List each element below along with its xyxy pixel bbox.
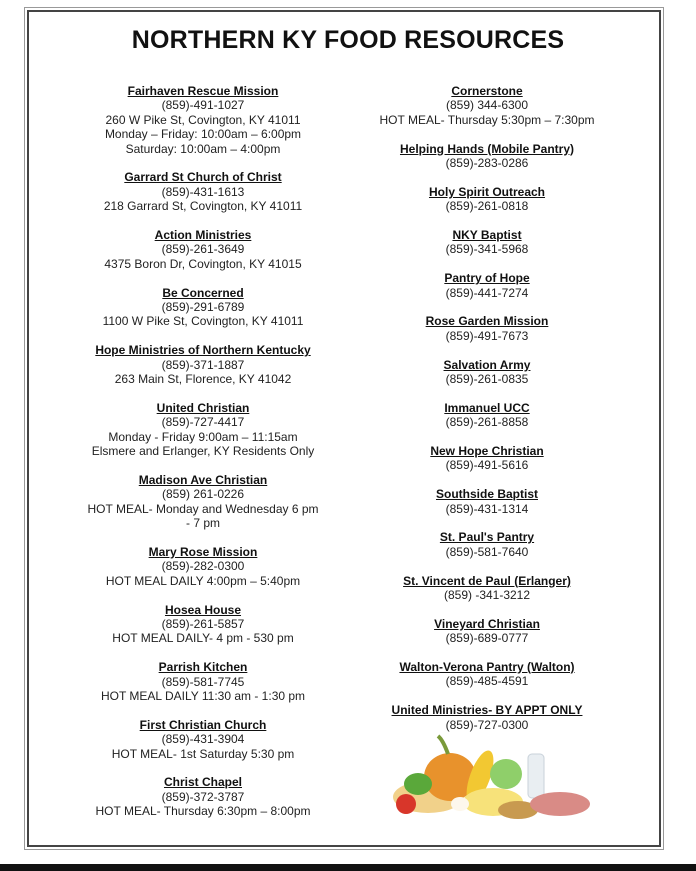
food-groceries-illustration <box>388 732 593 824</box>
resource-phone: (859)-689-0777 <box>445 631 529 646</box>
resource-detail: Saturday: 10:00am – 4:00pm <box>125 141 281 156</box>
resource-detail: Monday - Friday 9:00am – 11:15am <box>108 429 298 444</box>
resource-name: United Christian <box>156 400 250 415</box>
resource-name: Immanuel UCC <box>444 400 530 415</box>
egg-shape <box>451 797 469 811</box>
resource-phone: (859)-283-0286 <box>445 156 529 171</box>
resource-phone: (859) 261-0226 <box>161 487 245 502</box>
resource-phone: (859)-491-5616 <box>445 458 529 473</box>
resource-name: Holy Spirit Outreach <box>428 184 546 199</box>
tomato-shape <box>396 794 416 814</box>
resource-phone: (859)-261-3649 <box>161 242 245 257</box>
resource-entry <box>63 286 343 329</box>
greens-shape <box>404 773 432 795</box>
resource-name: Vineyard Christian <box>434 616 540 631</box>
resource-phone: (859)-261-5857 <box>161 616 245 631</box>
resource-entry <box>63 343 343 386</box>
resource-phone: (859)-282-0300 <box>161 559 245 574</box>
resource-entry <box>362 84 612 127</box>
resource-name: Cornerstone <box>451 84 523 98</box>
resource-entry <box>63 545 343 588</box>
resource-entry <box>362 487 612 516</box>
resource-entry <box>63 170 343 213</box>
resource-entry <box>63 228 343 271</box>
resource-detail: 4375 Boron Dr, Covington, KY 41015 <box>104 256 302 271</box>
resource-name: Hosea House <box>164 602 242 617</box>
resource-entry <box>362 358 612 387</box>
resource-name: Hope Ministries of Northern Kentucky <box>95 343 311 358</box>
resource-detail: HOT MEAL- 1st Saturday 5:30 pm <box>111 746 295 761</box>
resource-detail: HOT MEAL DAILY- 4 pm - 530 pm <box>112 631 294 646</box>
resource-name: Garrard St Church of Christ <box>124 170 282 185</box>
resource-phone: (859) -341-3212 <box>443 588 531 603</box>
resource-phone: (859)-581-7745 <box>161 674 245 689</box>
resource-name: Mary Rose Mission <box>148 544 258 559</box>
resource-entry <box>362 660 612 689</box>
resource-entry <box>63 84 343 156</box>
resource-phone: (859)-371-1887 <box>161 357 245 372</box>
resource-entry <box>362 271 612 300</box>
resource-entry <box>63 401 343 459</box>
meat-shape <box>530 792 590 816</box>
resource-phone: (859)-261-0818 <box>445 199 529 214</box>
cabbage-shape <box>490 759 522 789</box>
resource-detail: HOT MEAL- Thursday 5:30pm – 7:30pm <box>379 112 595 127</box>
resource-entry <box>63 775 343 818</box>
milk-bottle <box>528 754 544 798</box>
resource-name: United Ministries- BY APPT ONLY <box>391 703 583 718</box>
resource-entry <box>362 574 612 603</box>
resource-name: Christ Chapel <box>163 775 242 790</box>
resource-name: St. Paul's Pantry <box>439 530 535 545</box>
resource-name: Parrish Kitchen <box>158 660 248 675</box>
resource-phone: (859)-727-0300 <box>445 717 529 732</box>
resource-detail: 218 Garrard St, Covington, KY 41011 <box>103 199 303 214</box>
resource-entry <box>362 444 612 473</box>
resource-name: First Christian Church <box>139 717 267 732</box>
resource-entry <box>63 603 343 646</box>
resource-name: Action Ministries <box>154 228 252 243</box>
resource-name: NKY Baptist <box>452 228 522 243</box>
resource-detail: 260 W Pike St, Covington, KY 41011 <box>105 112 301 127</box>
resource-name: St. Vincent de Paul (Erlanger) <box>403 573 571 588</box>
resource-detail: Monday – Friday: 10:00am – 6:00pm <box>104 127 302 142</box>
resource-detail: HOT MEAL DAILY 11:30 am - 1:30 pm <box>100 688 306 703</box>
resource-phone: (859)-441-7274 <box>445 285 529 300</box>
resource-detail: 1100 W Pike St, Covington, KY 41011 <box>102 314 304 329</box>
resource-detail: HOT MEAL DAILY 4:00pm – 5:40pm <box>105 573 301 588</box>
resource-name: Helping Hands (Mobile Pantry) <box>399 141 574 156</box>
resource-phone: (859)-291-6789 <box>161 300 245 315</box>
resource-detail: - 7 pm <box>185 516 220 531</box>
resource-name: Be Concerned <box>162 285 244 300</box>
resource-name: Madison Ave Christian <box>138 472 268 487</box>
resource-detail: Elsmere and Erlanger, KY Residents Only <box>91 444 315 459</box>
resource-entry <box>362 530 612 559</box>
resource-phone: (859)-431-3904 <box>161 732 245 747</box>
resource-entry <box>362 401 612 430</box>
resource-detail: 263 Main St, Florence, KY 41042 <box>114 372 292 387</box>
resource-name: New Hope Christian <box>430 444 544 459</box>
resource-phone: (859)-491-7673 <box>445 328 529 343</box>
resource-entry <box>362 314 612 343</box>
resource-name: Rose Garden Mission <box>425 314 549 329</box>
resource-phone: (859) 344-6300 <box>445 98 529 113</box>
right-column <box>362 84 612 746</box>
resource-name: Fairhaven Rescue Mission <box>127 84 279 98</box>
resource-phone: (859)-485-4591 <box>445 674 529 689</box>
bottom-edge <box>0 864 696 871</box>
resource-entry <box>63 473 343 531</box>
resource-phone: (859)-372-3787 <box>161 789 245 804</box>
resource-phone: (859)-581-7640 <box>445 544 529 559</box>
resource-phone: (859)-491-1027 <box>161 98 245 113</box>
resource-entry <box>362 185 612 214</box>
resource-entry <box>63 660 343 703</box>
resource-name: Walton-Verona Pantry (Walton) <box>399 660 575 675</box>
resource-entry <box>362 142 612 171</box>
resource-name: Salvation Army <box>443 357 531 372</box>
resource-name: Southside Baptist <box>435 487 538 502</box>
resource-phone: (859)-261-0835 <box>445 372 529 387</box>
resource-entry <box>362 617 612 646</box>
pumpkin-stem <box>438 736 448 754</box>
resource-entry <box>63 718 343 761</box>
left-column <box>63 84 343 833</box>
resource-detail: HOT MEAL- Monday and Wednesday 6 pm <box>87 501 319 516</box>
resource-entry <box>362 228 612 257</box>
resource-phone: (859)-261-8858 <box>445 415 529 430</box>
resource-phone: (859)-341-5968 <box>445 242 529 257</box>
resource-name: Pantry of Hope <box>444 271 530 286</box>
resource-entry <box>362 703 612 732</box>
resource-phone: (859)-431-1613 <box>161 184 245 199</box>
resource-phone: (859)-727-4417 <box>161 415 245 430</box>
flyer-title: NORTHERN KY FOOD RESOURCES <box>131 26 565 54</box>
resource-detail: HOT MEAL- Thursday 6:30pm – 8:00pm <box>95 804 311 819</box>
resource-phone: (859)-431-1314 <box>445 501 529 516</box>
